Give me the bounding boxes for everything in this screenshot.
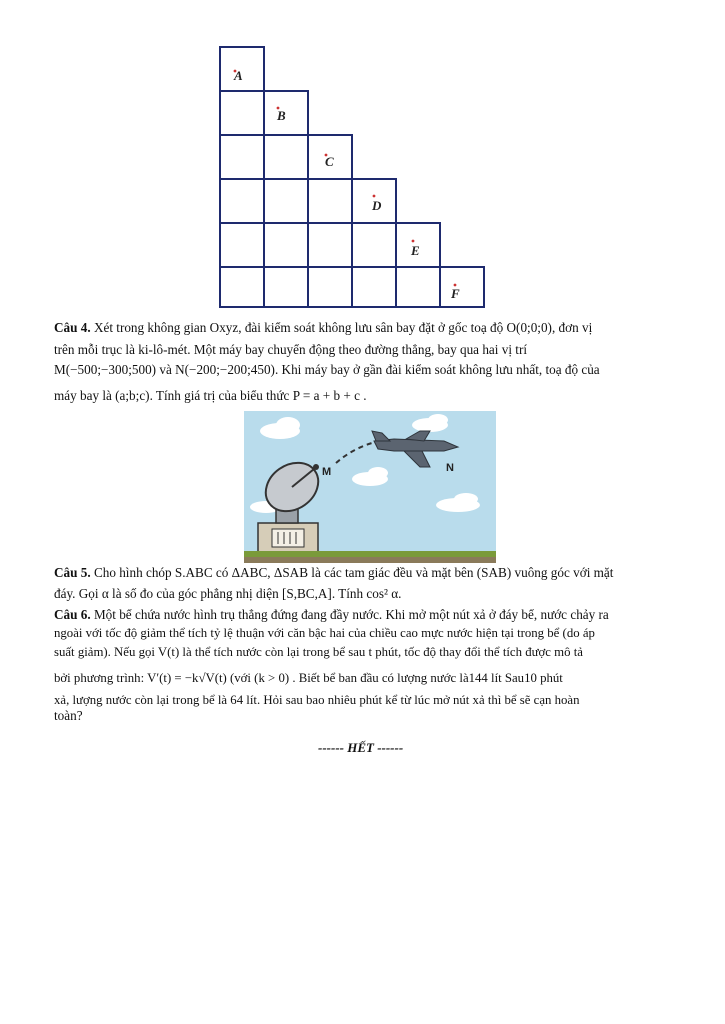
q5-text-1: Cho hình chóp S.ABC có ΔABC, ΔSAB là các tam giác đều và mặt bên (SAB) vuông góc với mặt [93, 565, 614, 580]
point-b-label: B [277, 108, 286, 123]
q6-text-1: Một bể chứa nước hình trụ thẳng đứng đang đầy nước. Khi mở một nút xả ở đáy bể, nước chảy ra [93, 607, 609, 622]
q6-line-6: toàn? [54, 708, 83, 723]
point-n-label: N [446, 462, 454, 474]
point-e-label: E [411, 243, 420, 258]
staircase-grid-figure [215, 44, 490, 310]
q4-label: Câu 4. [54, 320, 91, 335]
q4-line-3: M(−500;−300;500) và N(−200;−200;450). Khi máy bay ở gần đài kiểm soát không lưu nhất, toạ độ của [54, 362, 600, 377]
point-m-label: M [322, 466, 332, 478]
end-marker: ------ HẾT ------ [318, 740, 404, 755]
point-a-label: A [234, 68, 243, 83]
q5-label: Câu 5. [54, 565, 91, 580]
q4-line-1 [54, 320, 592, 336]
grid-lines [220, 47, 484, 307]
q4-line-4: máy bay là (a;b;c). Tính giá trị của biểu thức P = a + b + c . [54, 388, 367, 403]
point-d-label: D [372, 198, 382, 213]
radar-airplane-illustration [244, 411, 496, 563]
q5-line-2: đáy. Gọi α là số đo của góc phẳng nhị diện [S,BC,A]. Tính cos² α. [54, 586, 402, 601]
q4-text-1: Xét trong không gian Oxyz, đài kiểm soát không lưu sân bay đặt ở gốc toạ độ O(0;0;0), đơn vị [93, 320, 593, 335]
q6-line-4: bởi phương trình: V′(t) = −k√V(t) (với (k > 0) . Biết bể ban đầu có lượng nước là144 lít Sau10 phút [54, 671, 563, 685]
q6-line-5: xả, lượng nước còn lại trong bể là 64 lít. Hỏi sau bao nhiêu phút kể từ lúc mở nút xả thì bể sẽ cạn hoàn [54, 693, 580, 707]
q6-line-3: suất giảm). Nếu gọi V(t) là thể tích nước còn lại trong bể sau t phút, tốc độ thay đổi thể tích được mô tả [54, 645, 583, 659]
q6-line-2: ngoài với tốc độ giảm thể tích tỷ lệ thuận với căn bậc hai của chiều cao mực nước hiện tại trong bể (do áp [54, 626, 595, 640]
point-f-label: F [451, 286, 460, 301]
q5-line-1 [54, 565, 613, 581]
q4-line-2: trên mỗi trục là ki-lô-mét. Một máy bay chuyển động theo đường thẳng, bay qua hai vị trí [54, 342, 528, 357]
q6-label: Câu 6. [54, 607, 91, 622]
point-c-label: C [325, 154, 334, 169]
q6-line-1 [54, 607, 609, 623]
